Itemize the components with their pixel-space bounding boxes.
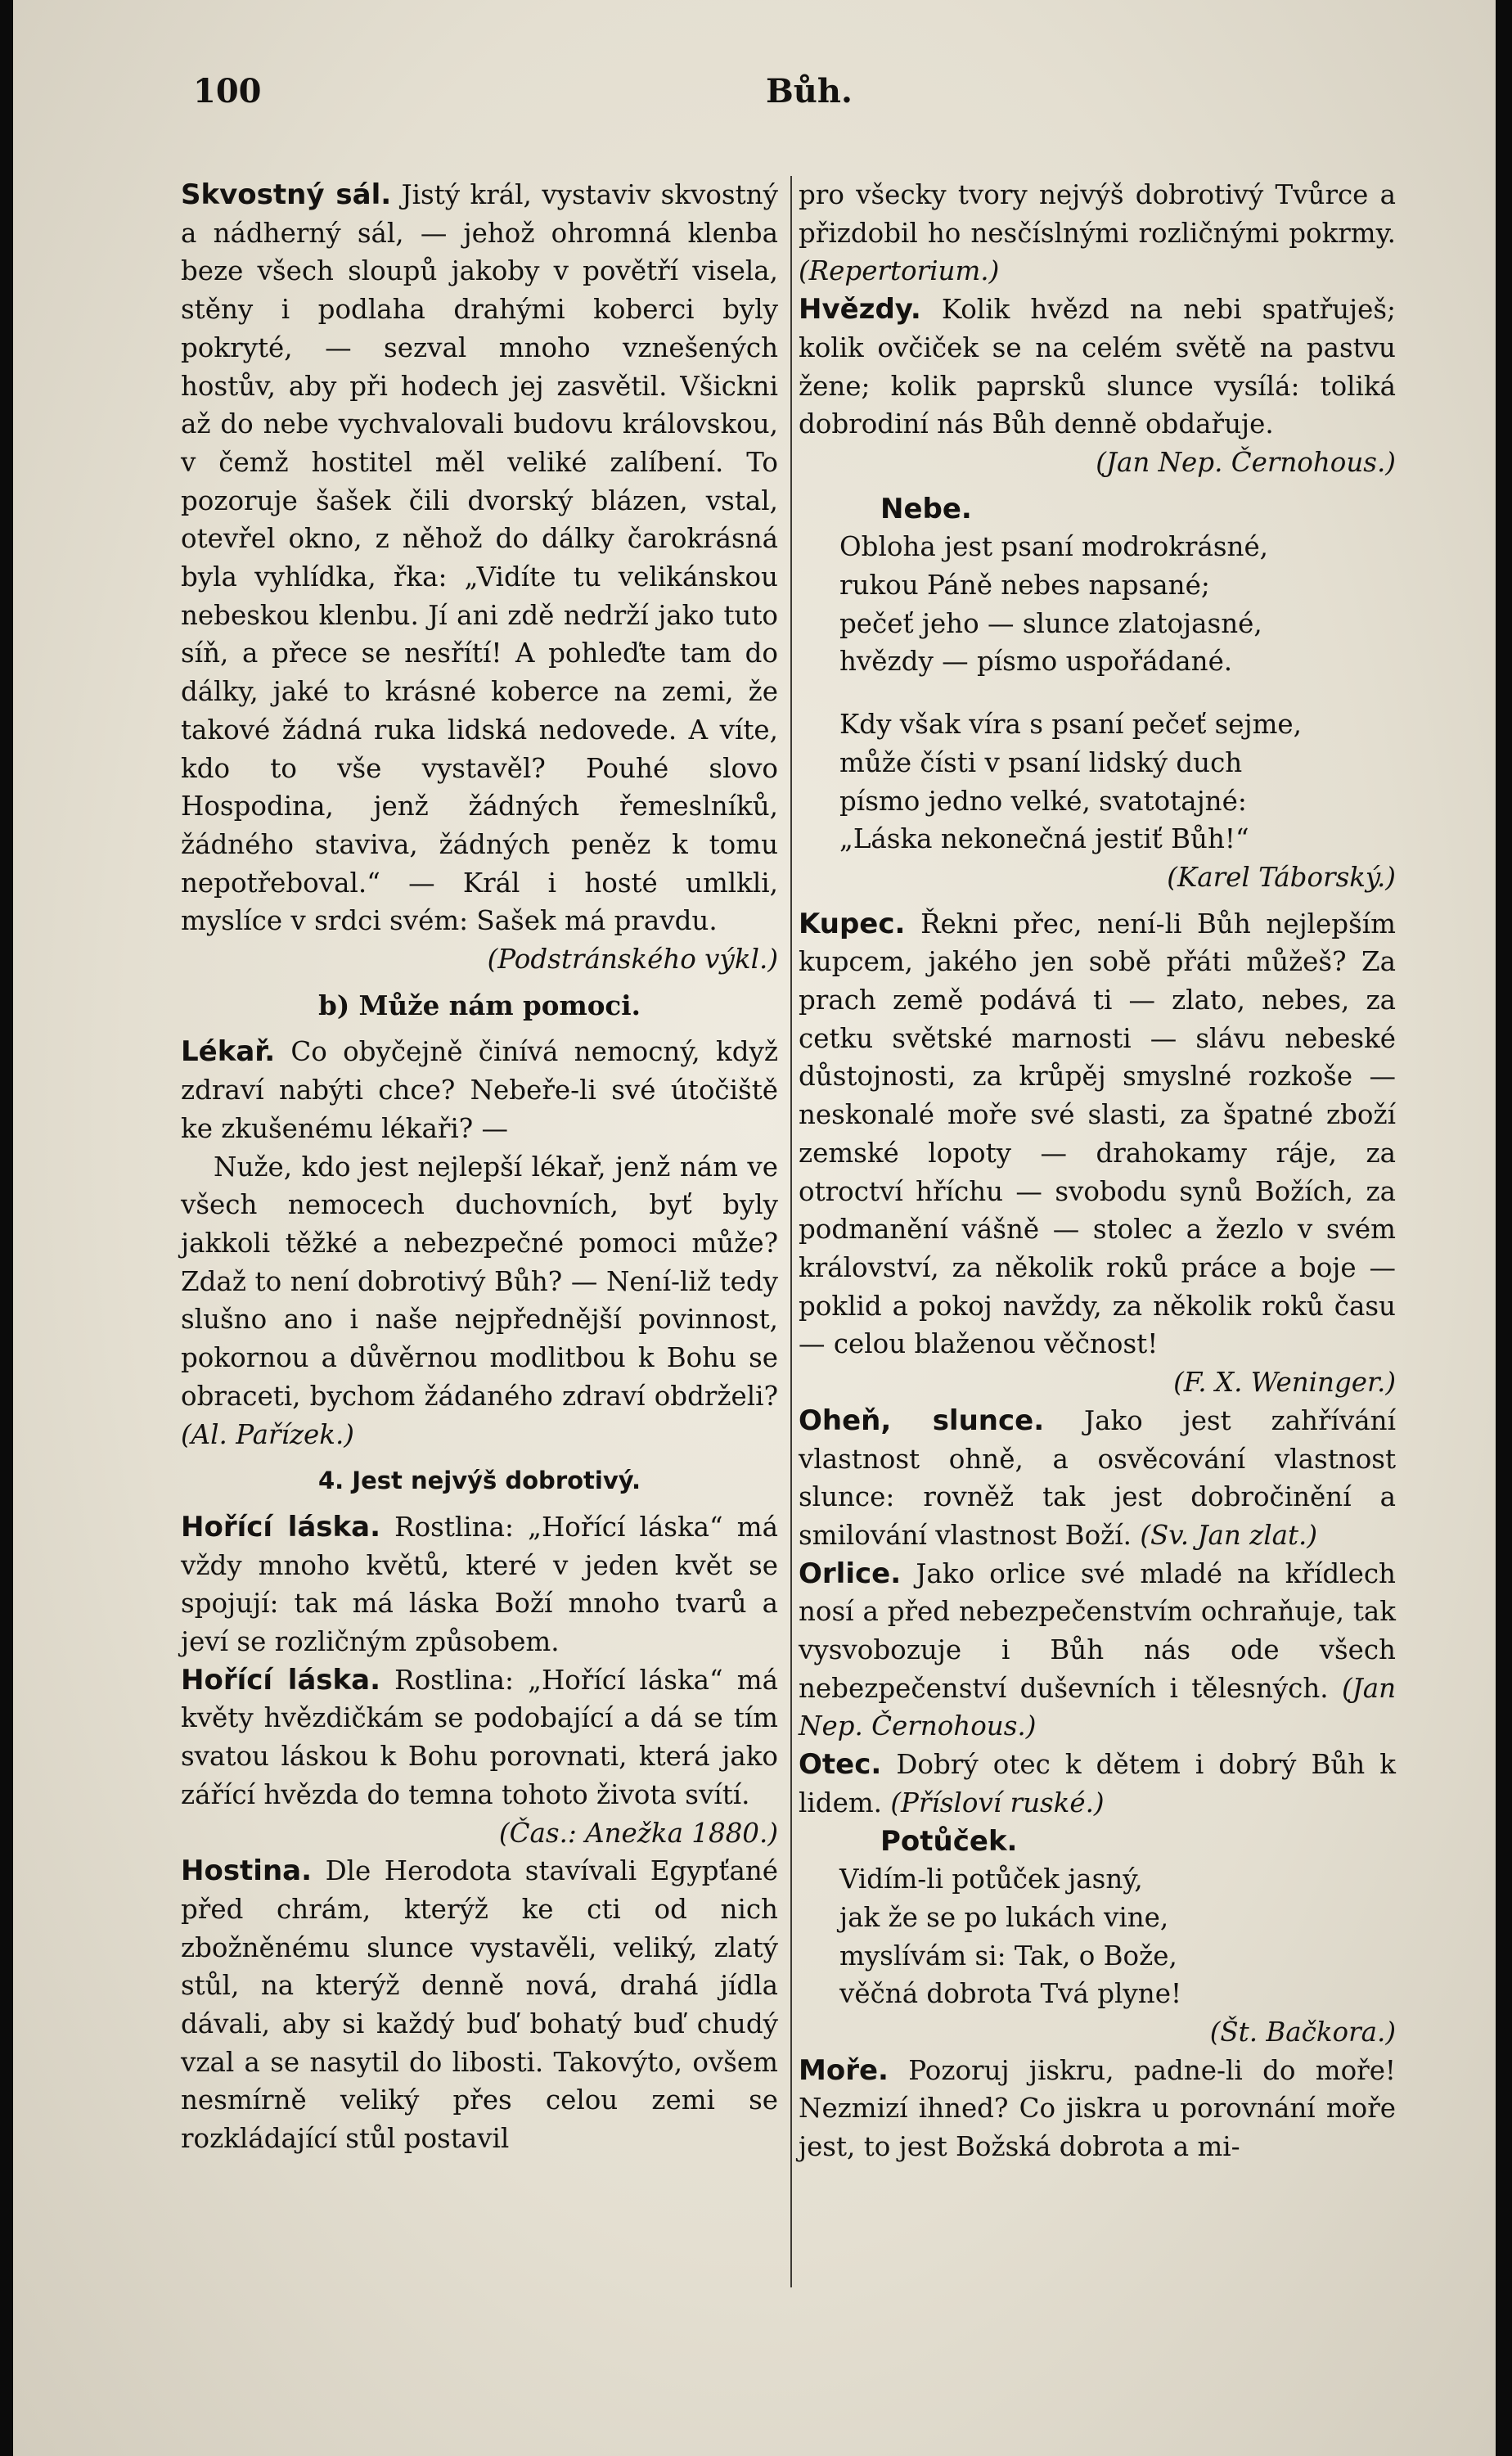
poem-line: písmo jedno velké, svatotajné: (839, 785, 1247, 817)
entry-heading: Kupec. (799, 907, 906, 940)
paragraph (181, 1033, 778, 1147)
entry-heading: Hořící láska. (181, 1510, 380, 1543)
entry-text: Rostlina: „Hořící láska“ má vždy mnoho květů, které v jeden květ se spojují: tak má láska Boží mnoho tvarů a jeví se rozličným způsobem. (181, 1511, 778, 1658)
source-citation: (Podstránského výkl.) (487, 944, 778, 976)
entry-heading: Hostina. (181, 1854, 313, 1888)
paragraph (181, 176, 778, 940)
entry-text: Nuže, kdo jest nejlepší lékař, jenž nám ve všech nemocech duchovních, byť byly jakkoli těžké a nebezpečné pomoci může? Zdaž to není dobrotivý Bůh? — Není-liž tedy slušno ano i naše nejpřednější povinnost, pokornou a důvěrnou modlitbou k Bohu se obraceti, bychom žádaného zdraví obdrželi? (181, 1151, 778, 1412)
paragraph (799, 291, 1396, 444)
paragraph (799, 176, 1396, 291)
source-citation: (Přísloví ruské.) (890, 1787, 1105, 1818)
source-citation: (Al. Pařízek.) (181, 1418, 354, 1450)
poem-line: jak že se po lukách vine, (839, 1901, 1169, 1933)
entry-heading: Orlice. (799, 1557, 902, 1590)
poem-line: Obloha jest psaní modrokrásné, (839, 531, 1269, 563)
poem-line: Vidím-li potůček jasný, (839, 1863, 1143, 1895)
paragraph (799, 2052, 1396, 2166)
entry-text: Kolik hvězd na nebi spatřuješ; kolik ovčiček se na celém světě na pastvu žene; kolik paprsků slunce vysílá: toliká dobrodiní nás Bůh denně obdařuje. (799, 294, 1396, 440)
paragraph (181, 1508, 778, 1661)
paragraph (799, 1746, 1396, 1822)
right-column (799, 176, 1396, 2166)
source-citation: (Karel Táborský.) (1167, 861, 1396, 893)
entry-heading: Otec. (799, 1748, 882, 1782)
entry-heading: Lékař. (181, 1035, 276, 1069)
poem-line: myslívám si: Tak, o Bože, (839, 1940, 1177, 1972)
source-citation: (Jan Nep. Černohous.) (799, 1672, 1396, 1742)
entry-text: Pozoruj jiskru, padne-li do moře! Nezmizí ihned? Co jiskra u porovnání moře jest, to jest Božská dobrota a mi- (799, 2054, 1396, 2163)
source-citation: (Jan Nep. Černohous.) (1096, 446, 1396, 478)
source-citation: (F. X. Weninger.) (1173, 1367, 1396, 1399)
entry-heading: Nebe. (880, 492, 972, 525)
poem-line: může čísti v psaní lidský duch (839, 746, 1243, 778)
entry-text: Rostlina: „Hořící láska“ má květy hvězdičkám se podobající a dá se tím svatou láskou k Bohu porovnati, která jako zářící hvězda do temna tohoto života svítí. (181, 1664, 778, 1810)
source-citation: (Št. Bačkora.) (1209, 2017, 1396, 2048)
poem-line: rukou Páně nebes napsané; (839, 570, 1210, 602)
poem (799, 528, 1396, 858)
entry-heading: Hvězdy. (799, 293, 921, 327)
paragraph (799, 1402, 1396, 1555)
paragraph (181, 1148, 778, 1454)
poem-line: hvězdy — písmo uspořádané. (839, 646, 1233, 678)
poem-line: věčná dobrota Tvá plyne! (839, 1978, 1182, 2010)
running-title: Bůh. (766, 72, 853, 110)
paragraph (181, 1661, 778, 1814)
entry-text: Dobrý otec k dětem i dobrý Bůh k lidem. (799, 1749, 1396, 1818)
entry-text: Jistý král, vystaviv skvostný a nádherný sál, — jehož ohromná klenba beze všech sloupů jakoby v povětří visela, stěny i podlaha drahými koberci byly pokryté, — sezval mnoho vznešených hostův, aby při hodech jej zasvětil. Všickni až do nebe vychvalovali budovu královskou, v čemž hostitel měl veliké zalíbení. To pozoruje šašek čili dvorský blázen, vstal, otevřel okno, z něhož do dálky čarokrásná byla vyhlídka, řka: „Vidíte tu velikánskou nebeskou klenbu. Jí ani zdě nedrží jako tuto síň, a přece se nesřítí! A pohleďte tam do dálky, jaké to krásné koberce na zemi, že takové žádná ruka lidská nedovede. A víte, kdo to vše vystavěl? Pouhé slovo Hospodina, jenž žádných řemeslníků, žádného staviva, žádných peněz k tomu nepotřeboval.“ — Král i hosté umlkli, myslíce v srdci svém: Sašek má pravdu. (181, 179, 778, 937)
entry-heading: Skvostný sál. (181, 178, 392, 211)
subsection-heading: b) Může nám pomoci. (318, 989, 641, 1021)
column-divider (790, 176, 792, 2287)
poem-line: pečeť jeho — slunce zlatojasné, (839, 607, 1262, 639)
source-citation: (Repertorium.) (799, 255, 1000, 287)
page-number: 100 (193, 72, 262, 110)
poem-line: Kdy však víra s psaní pečeť sejme, (839, 709, 1302, 741)
paragraph (799, 905, 1396, 1363)
poem (799, 1860, 1396, 2013)
entry-text: Jako jest zahřívání vlastnost ohně, a osvěcování vlastnost slunce: rovněž tak jest dobročinění a smilování vlastnost Boží. (799, 1404, 1396, 1551)
section-heading: 4. Jest nejvýš dobrotivý. (317, 1467, 641, 1495)
entry-text: Řekni přec, není-li Bůh nejlepším kupcem, jakého jen sobě přáti můžeš? Za prach země podává ti — zlato, nebes, za cetku světské marnosti — slávu nebeské důstojnosti, za krůpěj smyslné rozkoše — neskonalé moře své slasti, za špatné zboží zemské lopoty — drahokamy ráje, za otroctví hříchu — svobodu synů Božích, za podmanění vášně — stolec a žezlo v svém království, za několik roků práce a boje — poklid a pokoj navždy, za několik roků času — celou blaženou věčnost! (799, 908, 1396, 1360)
entry-text: Co obyčejně činívá nemocný, když zdraví nabýti chce? Nebeře-li své útočiště ke zkušenému lékaři? — (181, 1036, 778, 1144)
poem-line: „Láska nekonečná jestiť Bůh!“ (839, 823, 1249, 855)
source-citation: (Čas.: Anežka 1880.) (498, 1817, 778, 1849)
entry-heading: Hořící láska. (181, 1663, 380, 1697)
source-citation: (Sv. Jan zlat.) (1140, 1519, 1318, 1551)
entry-text: Dle Herodota stavívali Egypťané před chrám, kterýž ke cti od nich zbožněnému slunce vystavěli, veliký, zlatý stůl, na kterýž denně nová, drahá jídla dávali, aby si každý buď bohatý buď chudý vzal a se nasytil do libosti. Takovýto, ovšem nesmírně veliký přes celou zemi se rozkládající stůl postavil (181, 1855, 778, 2155)
entry-heading: Potůček. (880, 1824, 1018, 1858)
entry-text: Jako orlice své mladé na křídlech nosí a před nebezpečenstvím ochraňuje, tak vysvobozuje i Bůh nás ode všech nebezpečenství duševních i tělesných. (799, 1557, 1396, 1704)
paragraph (181, 1852, 778, 2158)
entry-heading: Oheň, slunce. (799, 1404, 1045, 1437)
book-page (13, 0, 1496, 2456)
paragraph (799, 1555, 1396, 1746)
entry-text: pro všecky tvory nejvýš dobrotivý Tvůrce a přizdobil ho nesčíslnými rozličnými pokrmy. (799, 179, 1396, 249)
entry-heading: Moře. (799, 2053, 889, 2087)
left-column (181, 176, 778, 2158)
